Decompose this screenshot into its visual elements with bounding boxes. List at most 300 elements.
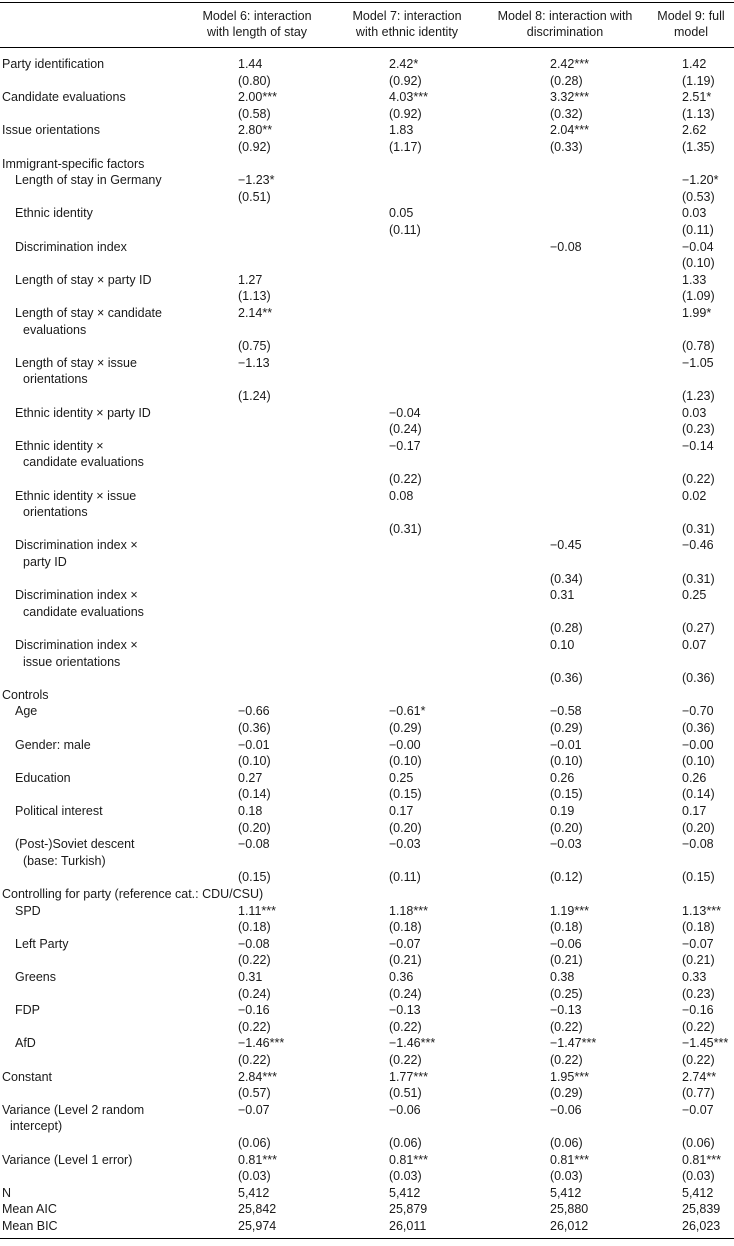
estimate-model-6: −0.07 bbox=[238, 1102, 270, 1117]
estimate-model-8 bbox=[550, 1069, 589, 1086]
std-error-model-7: (0.24) bbox=[389, 986, 422, 1001]
standard-error-row bbox=[0, 73, 734, 90]
row-label: orientations bbox=[23, 505, 88, 520]
estimate-model-7: 0.17 bbox=[389, 804, 414, 818]
estimate-model-9 bbox=[682, 903, 721, 920]
row-label: Variance (Level 2 random bbox=[2, 1102, 145, 1117]
estimate-value: −1.23 bbox=[238, 173, 270, 188]
std-error-model-9: (0.22) bbox=[682, 1019, 715, 1034]
std-error-model-9: (0.53) bbox=[682, 189, 715, 204]
std-error-model-8: (0.28) bbox=[550, 621, 583, 636]
row-label: candidate evaluations bbox=[23, 604, 144, 619]
standard-error-row bbox=[0, 820, 734, 837]
estimate-model-8: −0.03 bbox=[550, 837, 582, 852]
estimate-model-8: −0.01 bbox=[550, 737, 582, 752]
significance-stars: *** bbox=[574, 90, 589, 105]
estimate-model-9: 26,023 bbox=[682, 1219, 721, 1233]
std-error-model-6: (0.80) bbox=[238, 73, 271, 88]
estimate-model-7: 5,412 bbox=[389, 1185, 421, 1200]
row-label: Political interest bbox=[15, 804, 103, 818]
std-error-model-8: (0.33) bbox=[550, 140, 583, 154]
estimate-model-9: −0.07 bbox=[682, 936, 714, 951]
row-label: Mean BIC bbox=[2, 1219, 58, 1233]
std-error-model-8: (0.22) bbox=[550, 1019, 583, 1034]
significance-stars: *** bbox=[262, 90, 277, 105]
estimate-model-9: 1.42 bbox=[682, 57, 707, 71]
standard-error-row bbox=[0, 670, 734, 687]
row-label: Length of stay × issue bbox=[15, 355, 137, 370]
std-error-model-7: (0.15) bbox=[389, 787, 422, 802]
section-row bbox=[0, 687, 734, 704]
standard-error-row bbox=[0, 1168, 734, 1185]
std-error-model-7: (0.22) bbox=[389, 472, 422, 486]
estimate-model-9: 1.33 bbox=[682, 272, 707, 287]
estimate-model-6: 0.31 bbox=[238, 970, 263, 984]
std-error-model-6: (0.10) bbox=[238, 754, 271, 769]
table-row bbox=[0, 89, 734, 106]
estimate-value: 1.13 bbox=[682, 903, 707, 918]
table-row bbox=[0, 355, 734, 372]
estimate-model-7: −0.03 bbox=[389, 837, 421, 852]
std-error-model-7: (0.92) bbox=[389, 73, 422, 88]
table-row bbox=[0, 803, 734, 820]
table-row bbox=[0, 172, 734, 189]
std-error-model-8: (0.12) bbox=[550, 870, 583, 885]
std-error-model-9: (1.23) bbox=[682, 389, 715, 403]
estimate-model-8: 0.31 bbox=[550, 588, 575, 603]
row-label: Candidate evaluations bbox=[2, 90, 126, 105]
top-rule bbox=[0, 2, 734, 3]
std-error-model-6: (0.14) bbox=[238, 787, 271, 802]
table-row bbox=[0, 1035, 734, 1052]
significance-stars: *** bbox=[713, 1036, 729, 1051]
row-label: Variance (Level 1 error) bbox=[2, 1152, 133, 1167]
table-row bbox=[0, 969, 734, 986]
row-label: FDP bbox=[15, 1003, 40, 1018]
estimate-model-8: −0.58 bbox=[550, 704, 582, 719]
estimate-value: 0.81 bbox=[389, 1152, 414, 1167]
estimate-model-8 bbox=[550, 122, 589, 139]
standard-error-row bbox=[0, 288, 734, 305]
table-row bbox=[0, 587, 734, 604]
estimate-value: 2.80 bbox=[238, 123, 263, 138]
standard-error-row bbox=[0, 338, 734, 355]
std-error-model-9: (0.10) bbox=[682, 256, 715, 271]
estimate-model-7 bbox=[389, 703, 426, 720]
estimate-model-6 bbox=[238, 1069, 277, 1086]
estimate-value: 2.04 bbox=[550, 123, 575, 138]
estimate-model-9: −0.04 bbox=[682, 239, 714, 254]
std-error-model-9: (0.14) bbox=[682, 787, 715, 802]
estimate-model-9: 25,839 bbox=[682, 1202, 721, 1217]
standard-error-row bbox=[0, 388, 734, 405]
estimate-model-8: 5,412 bbox=[550, 1185, 582, 1200]
std-error-model-6: (0.57) bbox=[238, 1086, 271, 1101]
estimate-value: 2.42 bbox=[389, 57, 414, 71]
estimate-value: −1.20 bbox=[682, 173, 714, 188]
std-error-model-9: (1.35) bbox=[682, 140, 715, 154]
table-row bbox=[0, 1201, 734, 1218]
standard-error-row bbox=[0, 986, 734, 1003]
standard-error-row bbox=[0, 421, 734, 438]
estimate-model-7: −0.00 bbox=[389, 737, 421, 752]
row-label: evaluations bbox=[23, 322, 87, 337]
estimate-model-9: 0.17 bbox=[682, 804, 707, 818]
table-row bbox=[0, 239, 734, 256]
standard-error-row bbox=[0, 521, 734, 538]
standard-error-row bbox=[0, 189, 734, 206]
std-error-model-8: (0.15) bbox=[550, 787, 583, 802]
estimate-model-9: 0.03 bbox=[682, 206, 707, 221]
significance-stars: *** bbox=[261, 903, 276, 918]
table-row-continuation bbox=[0, 604, 734, 621]
table-row bbox=[0, 1152, 734, 1169]
estimate-value: 4.03 bbox=[389, 90, 414, 105]
estimate-model-7 bbox=[389, 1152, 428, 1169]
significance-stars: *** bbox=[574, 1152, 589, 1167]
std-error-model-8: (0.21) bbox=[550, 953, 583, 968]
standard-error-row bbox=[0, 255, 734, 272]
std-error-model-8: (0.25) bbox=[550, 986, 583, 1001]
row-label: Ethnic identity × party ID bbox=[15, 405, 151, 420]
estimate-model-7 bbox=[389, 89, 428, 106]
std-error-model-6: (0.36) bbox=[238, 721, 271, 735]
standard-error-row bbox=[0, 1019, 734, 1036]
std-error-model-6: (0.75) bbox=[238, 339, 271, 354]
estimate-model-7: 0.08 bbox=[389, 488, 414, 503]
std-error-model-8: (0.32) bbox=[550, 106, 583, 121]
std-error-model-8: (0.18) bbox=[550, 920, 583, 935]
significance-stars: *** bbox=[574, 1069, 589, 1084]
estimate-model-9 bbox=[682, 1152, 721, 1169]
estimate-model-6: −1.13 bbox=[238, 355, 270, 370]
estimate-model-8 bbox=[550, 89, 589, 106]
estimate-value: 0.81 bbox=[238, 1152, 263, 1167]
table-row-continuation bbox=[0, 654, 734, 671]
row-label: intercept) bbox=[10, 1119, 63, 1134]
estimate-value: 0.81 bbox=[550, 1152, 575, 1167]
standard-error-row bbox=[0, 720, 734, 737]
standard-error-row bbox=[0, 786, 734, 803]
estimate-model-7 bbox=[389, 56, 418, 73]
standard-error-row bbox=[0, 620, 734, 637]
significance-stars: *** bbox=[413, 1069, 428, 1084]
estimate-value: 1.18 bbox=[389, 903, 414, 918]
row-label: Ethnic identity bbox=[15, 206, 93, 221]
estimate-model-8: 0.10 bbox=[550, 638, 575, 652]
estimate-model-7: 0.05 bbox=[389, 206, 414, 221]
estimate-model-9: −1.05 bbox=[682, 355, 714, 370]
std-error-model-7: (0.11) bbox=[389, 223, 421, 237]
significance-stars: *** bbox=[574, 123, 589, 138]
std-error-model-7: (1.17) bbox=[389, 140, 422, 154]
estimate-model-9: −0.08 bbox=[682, 837, 714, 852]
table-row bbox=[0, 122, 734, 139]
estimate-model-9: 5,412 bbox=[682, 1185, 714, 1200]
row-label: Party identification bbox=[2, 57, 105, 71]
significance-stars: ** bbox=[262, 306, 273, 320]
std-error-model-8: (0.28) bbox=[550, 73, 583, 88]
estimate-model-7: 25,879 bbox=[389, 1202, 428, 1217]
row-label: Length of stay × candidate bbox=[15, 306, 162, 320]
estimate-model-7 bbox=[389, 903, 428, 920]
estimate-model-7: 26,011 bbox=[389, 1219, 427, 1233]
std-error-model-8: (0.29) bbox=[550, 1086, 583, 1101]
row-label: (Post-)Soviet descent bbox=[15, 837, 135, 852]
table-row bbox=[0, 405, 734, 422]
row-label: (base: Turkish) bbox=[23, 853, 106, 868]
estimate-model-8: 26,012 bbox=[550, 1219, 589, 1233]
table-row bbox=[0, 1102, 734, 1119]
estimate-model-9: −0.46 bbox=[682, 538, 714, 553]
estimate-model-9: 0.26 bbox=[682, 770, 707, 785]
header-rule bbox=[0, 47, 734, 48]
table-row bbox=[0, 737, 734, 754]
row-label: Discrimination index × bbox=[15, 538, 138, 553]
row-label: Constant bbox=[2, 1069, 53, 1084]
std-error-model-7: (0.21) bbox=[389, 953, 422, 968]
estimate-model-9: −0.00 bbox=[682, 737, 714, 752]
row-label: Ethnic identity × issue bbox=[15, 488, 137, 503]
table-row bbox=[0, 1218, 734, 1235]
estimate-model-8 bbox=[550, 1035, 596, 1052]
section-label: Controls bbox=[2, 687, 49, 702]
std-error-model-7: (0.22) bbox=[389, 1053, 422, 1067]
std-error-model-6: (0.20) bbox=[238, 820, 271, 835]
standard-error-row bbox=[0, 869, 734, 886]
std-error-model-7: (0.22) bbox=[389, 1019, 422, 1034]
std-error-model-7: (0.92) bbox=[389, 106, 422, 121]
std-error-model-6: (0.03) bbox=[238, 1169, 271, 1184]
significance-stars: ** bbox=[706, 1069, 717, 1084]
std-error-model-9: (0.36) bbox=[682, 721, 715, 735]
table-row bbox=[0, 903, 734, 920]
estimate-model-7: 1.83 bbox=[389, 123, 414, 138]
std-error-model-9: (1.09) bbox=[682, 289, 715, 304]
estimate-model-7: 0.25 bbox=[389, 770, 414, 785]
table-row bbox=[0, 537, 734, 554]
row-label: Ethnic identity × bbox=[15, 438, 104, 453]
significance-stars: *** bbox=[413, 903, 428, 918]
estimate-model-8: 0.26 bbox=[550, 770, 575, 785]
std-error-model-7: (0.20) bbox=[389, 820, 422, 835]
row-label: Issue orientations bbox=[2, 123, 100, 138]
column-header-model-7: Model 7: interaction with ethnic identity bbox=[352, 9, 462, 39]
estimate-model-9: 0.02 bbox=[682, 488, 707, 503]
estimate-model-9: 0.33 bbox=[682, 970, 707, 984]
significance-stars: *** bbox=[420, 1036, 436, 1051]
table-row bbox=[0, 936, 734, 953]
std-error-model-9: (0.27) bbox=[682, 621, 715, 636]
significance-stars: * bbox=[706, 306, 712, 320]
table-row bbox=[0, 1002, 734, 1019]
standard-error-row bbox=[0, 1135, 734, 1152]
std-error-model-7: (0.10) bbox=[389, 754, 422, 769]
estimate-value: −1.45 bbox=[682, 1036, 714, 1051]
standard-error-row bbox=[0, 139, 734, 156]
standard-error-row bbox=[0, 571, 734, 588]
estimate-model-9: −0.70 bbox=[682, 704, 714, 719]
std-error-model-6: (0.06) bbox=[238, 1136, 271, 1150]
std-error-model-8: (0.22) bbox=[550, 1053, 583, 1067]
estimate-model-9 bbox=[682, 1035, 728, 1052]
std-error-model-8: (0.34) bbox=[550, 571, 583, 586]
table-row-continuation bbox=[0, 504, 734, 521]
std-error-model-7: (0.18) bbox=[389, 920, 422, 935]
estimate-value: 1.19 bbox=[550, 903, 575, 918]
estimate-model-7: −0.17 bbox=[389, 438, 421, 453]
std-error-model-7: (0.03) bbox=[389, 1169, 422, 1184]
estimate-model-6: 25,842 bbox=[238, 1202, 277, 1217]
std-error-model-8: (0.36) bbox=[550, 671, 583, 686]
table-row bbox=[0, 438, 734, 455]
estimate-model-9: 0.07 bbox=[682, 638, 707, 652]
std-error-model-6: (0.51) bbox=[238, 189, 271, 204]
estimate-model-9 bbox=[682, 305, 711, 322]
std-error-model-9: (0.36) bbox=[682, 671, 715, 686]
std-error-model-9: (0.22) bbox=[682, 472, 715, 486]
table-row-continuation bbox=[0, 1118, 734, 1135]
row-label: Discrimination index × bbox=[15, 588, 138, 603]
estimate-model-6 bbox=[238, 1035, 284, 1052]
column-header-model-6: Model 6: interaction with length of stay bbox=[202, 9, 312, 39]
estimate-value: −1.47 bbox=[550, 1036, 582, 1051]
table-row bbox=[0, 272, 734, 289]
estimate-model-9 bbox=[682, 1069, 716, 1086]
table-row bbox=[0, 488, 734, 505]
column-header-model-9: Model 9: full model bbox=[657, 9, 725, 39]
std-error-model-6: (1.24) bbox=[238, 389, 271, 403]
table-row bbox=[0, 1185, 734, 1202]
row-label: orientations bbox=[23, 372, 88, 387]
table-row bbox=[0, 1069, 734, 1086]
row-label: Length of stay in Germany bbox=[15, 173, 162, 188]
estimate-model-6: 1.27 bbox=[238, 272, 263, 287]
standard-error-row bbox=[0, 471, 734, 488]
estimate-model-7: 0.36 bbox=[389, 970, 414, 984]
std-error-model-7: (0.51) bbox=[389, 1086, 422, 1101]
estimate-value: 0.81 bbox=[682, 1152, 707, 1167]
significance-stars: *** bbox=[413, 90, 428, 105]
estimate-value: −1.46 bbox=[238, 1036, 270, 1051]
estimate-model-6: −0.08 bbox=[238, 837, 270, 852]
std-error-model-9: (0.23) bbox=[682, 986, 715, 1001]
std-error-model-9: (0.77) bbox=[682, 1086, 715, 1101]
significance-stars: *** bbox=[706, 903, 721, 918]
estimate-value: 2.42 bbox=[550, 57, 575, 71]
std-error-model-9: (1.13) bbox=[682, 106, 715, 121]
estimate-model-6: −0.66 bbox=[238, 704, 270, 719]
estimate-model-6 bbox=[238, 903, 276, 920]
std-error-model-8: (0.20) bbox=[550, 820, 583, 835]
estimate-model-6: −0.08 bbox=[238, 936, 270, 951]
estimate-model-8: 25,880 bbox=[550, 1202, 589, 1217]
standard-error-row bbox=[0, 952, 734, 969]
row-label: Education bbox=[15, 770, 71, 785]
section-row bbox=[0, 156, 734, 173]
table-row bbox=[0, 703, 734, 720]
estimate-model-6 bbox=[238, 89, 277, 106]
std-error-model-7: (0.29) bbox=[389, 721, 422, 735]
estimate-model-7: −0.13 bbox=[389, 1003, 421, 1018]
std-error-model-9: (0.11) bbox=[682, 223, 714, 237]
std-error-model-9: (0.03) bbox=[682, 1169, 715, 1184]
std-error-model-6: (0.15) bbox=[238, 870, 271, 885]
estimate-model-9: 0.03 bbox=[682, 405, 707, 420]
std-error-model-7: (0.06) bbox=[389, 1136, 422, 1150]
std-error-model-9: (0.15) bbox=[682, 870, 715, 885]
estimate-model-6 bbox=[238, 305, 272, 322]
std-error-model-7: (0.31) bbox=[389, 521, 422, 536]
row-label: Age bbox=[15, 704, 38, 719]
bottom-rule bbox=[0, 1238, 734, 1239]
table-row-continuation bbox=[0, 454, 734, 471]
estimate-model-9 bbox=[682, 89, 711, 106]
std-error-model-9: (0.78) bbox=[682, 339, 715, 354]
row-label: Greens bbox=[15, 970, 56, 984]
estimate-model-7 bbox=[389, 1035, 435, 1052]
estimate-model-6 bbox=[238, 1152, 277, 1169]
std-error-model-8: (0.06) bbox=[550, 1136, 583, 1150]
table-row bbox=[0, 205, 734, 222]
standard-error-row bbox=[0, 106, 734, 123]
table-row bbox=[0, 305, 734, 322]
std-error-model-9: (0.31) bbox=[682, 521, 715, 536]
row-label: Discrimination index × bbox=[15, 638, 138, 652]
std-error-model-6: (0.22) bbox=[238, 953, 271, 968]
row-label: Gender: male bbox=[15, 737, 91, 752]
section-label: Controlling for party (reference cat.: CDU/CSU) bbox=[2, 887, 264, 901]
estimate-model-8 bbox=[550, 56, 589, 73]
std-error-model-6: (0.58) bbox=[238, 106, 271, 121]
std-error-model-9: (1.19) bbox=[682, 73, 715, 88]
significance-stars: *** bbox=[706, 1152, 721, 1167]
table-row bbox=[0, 770, 734, 787]
table-row bbox=[0, 836, 734, 853]
significance-stars: *** bbox=[262, 1069, 277, 1084]
table-row-continuation bbox=[0, 371, 734, 388]
estimate-model-6: 0.18 bbox=[238, 804, 263, 818]
estimate-model-7: −0.04 bbox=[389, 405, 421, 420]
estimate-model-9: −0.07 bbox=[682, 1102, 714, 1117]
estimate-value: −0.61 bbox=[389, 704, 421, 719]
estimate-value: 2.00 bbox=[238, 90, 263, 105]
row-label: Left Party bbox=[15, 936, 69, 951]
table-row bbox=[0, 637, 734, 654]
std-error-model-7: (0.24) bbox=[389, 422, 422, 437]
std-error-model-6: (0.18) bbox=[238, 920, 271, 935]
standard-error-row bbox=[0, 222, 734, 239]
std-error-model-8: (0.03) bbox=[550, 1169, 583, 1184]
estimate-model-8: −0.13 bbox=[550, 1003, 582, 1018]
estimate-model-9: −0.16 bbox=[682, 1003, 714, 1018]
estimate-model-8: 0.38 bbox=[550, 970, 575, 984]
row-label: candidate evaluations bbox=[23, 455, 144, 470]
significance-stars: *** bbox=[262, 1152, 277, 1167]
estimate-value: 1.11 bbox=[238, 903, 262, 918]
estimate-model-8 bbox=[550, 903, 589, 920]
significance-stars: * bbox=[269, 173, 275, 188]
std-error-model-8: (0.10) bbox=[550, 754, 583, 769]
std-error-model-6: (0.22) bbox=[238, 1019, 271, 1034]
estimate-model-7 bbox=[389, 1069, 428, 1086]
std-error-model-9: (0.23) bbox=[682, 422, 715, 437]
estimate-model-7: −0.06 bbox=[389, 1102, 421, 1117]
row-label: party ID bbox=[23, 555, 67, 569]
estimate-model-8: 0.19 bbox=[550, 804, 575, 818]
estimate-model-9: 0.25 bbox=[682, 588, 707, 603]
row-label: N bbox=[2, 1185, 12, 1200]
